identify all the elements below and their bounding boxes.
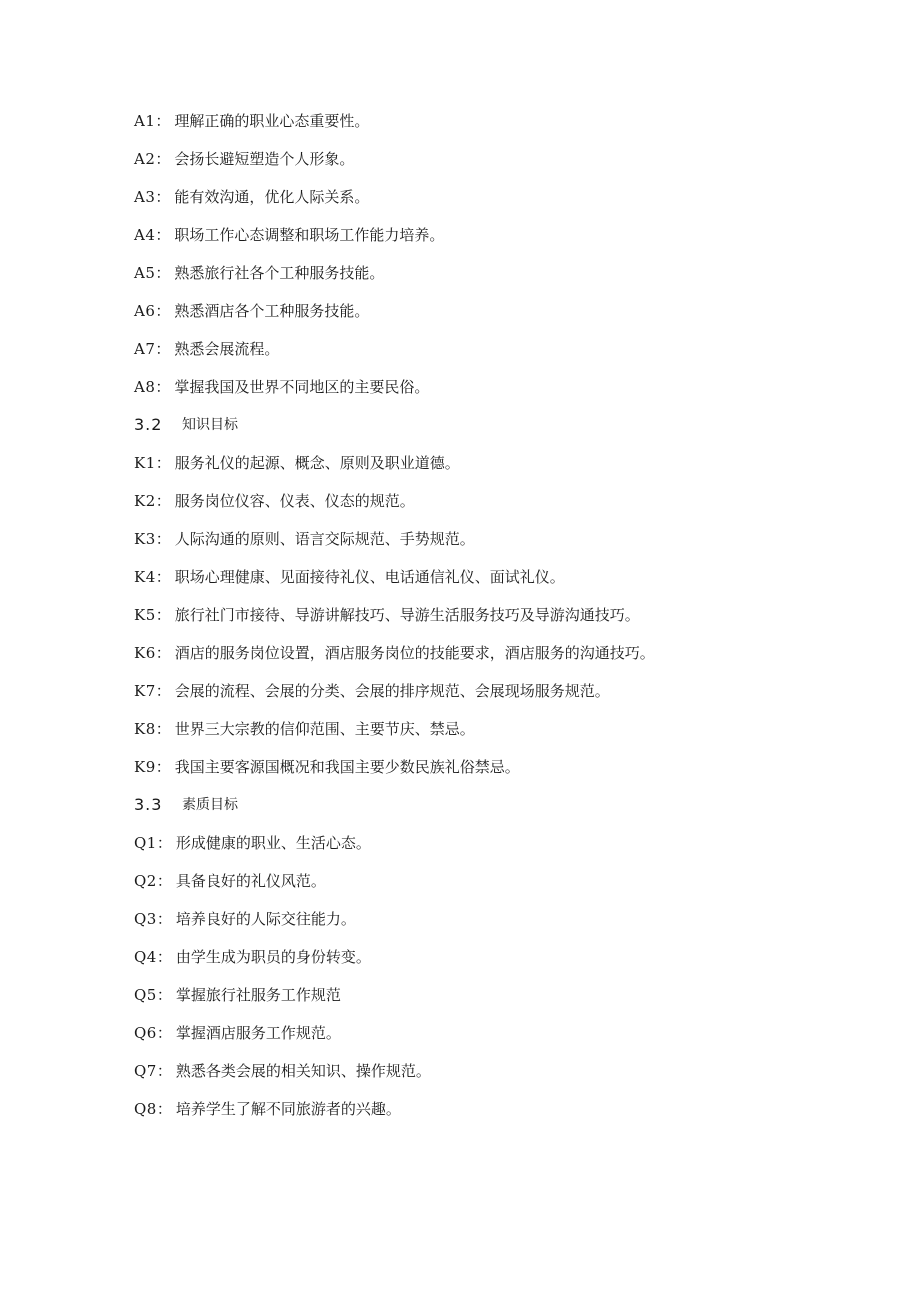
item-code: Q4 — [134, 948, 157, 966]
list-item — [134, 374, 834, 412]
list-item — [134, 108, 834, 146]
list-item — [134, 488, 834, 526]
item-code: A1 — [134, 112, 156, 130]
item-separator: ： — [155, 720, 171, 738]
item-text: 培养学生了解不同旅游者的兴趣。 — [175, 1100, 401, 1118]
item-code: Q3 — [134, 910, 157, 928]
item-code: K4 — [134, 568, 156, 586]
item-text: 熟悉会展流程。 — [174, 340, 280, 358]
item-separator: ： — [156, 986, 172, 1004]
list-item — [134, 1058, 834, 1096]
item-separator: ： — [155, 492, 171, 510]
item-code: Q7 — [134, 1062, 157, 1080]
list-item — [134, 1096, 834, 1134]
item-separator: ： — [156, 1062, 172, 1080]
list-item — [134, 564, 834, 602]
item-code: Q2 — [134, 872, 157, 890]
list-item — [134, 906, 834, 944]
item-code: K8 — [134, 720, 156, 738]
list-item — [134, 222, 834, 260]
list-item — [134, 640, 834, 678]
item-separator: ： — [156, 1024, 172, 1042]
item-separator: ： — [155, 568, 171, 586]
item-code: K2 — [134, 492, 156, 510]
item-text: 熟悉各类会展的相关知识、操作规范。 — [175, 1062, 431, 1080]
item-separator: ： — [155, 302, 171, 320]
knowledge-list — [134, 450, 834, 792]
item-text: 熟悉酒店各个工种服务技能。 — [174, 302, 370, 320]
section-number: 3.3 — [134, 795, 163, 814]
item-code: K6 — [134, 644, 156, 662]
item-text: 掌握旅行社服务工作规范 — [175, 986, 341, 1004]
item-code: A3 — [134, 188, 156, 206]
list-item — [134, 260, 834, 298]
list-item — [134, 450, 834, 488]
list-item — [134, 1020, 834, 1058]
list-item — [134, 146, 834, 184]
item-separator: ： — [155, 188, 171, 206]
item-separator: ： — [155, 264, 171, 282]
item-separator: ： — [156, 872, 172, 890]
item-separator: ： — [155, 378, 171, 396]
list-item — [134, 716, 834, 754]
section-title: 素质目标 — [182, 797, 238, 813]
section-number: 3.2 — [134, 415, 163, 434]
item-code: K1 — [134, 454, 156, 472]
item-text: 旅行社门市接待、导游讲解技巧、导游生活服务技巧及导游沟通技巧。 — [174, 606, 640, 624]
item-text: 会扬长避短塑造个人形象。 — [174, 150, 355, 168]
list-item — [134, 184, 834, 222]
list-item — [134, 754, 834, 792]
item-code: Q5 — [134, 986, 157, 1004]
item-separator: ： — [155, 112, 171, 130]
list-item — [134, 830, 834, 868]
document-body — [134, 108, 834, 1134]
item-code: Q1 — [134, 834, 157, 852]
section-title: 知识目标 — [182, 417, 238, 433]
item-separator: ： — [155, 454, 171, 472]
item-code: Q8 — [134, 1100, 157, 1118]
item-separator: ： — [155, 150, 171, 168]
item-code: A5 — [134, 264, 156, 282]
item-text: 人际沟通的原则、语言交际规范、手势规范。 — [174, 530, 475, 548]
item-separator: ： — [156, 834, 172, 852]
item-separator: ： — [155, 758, 171, 776]
ability-list — [134, 108, 834, 412]
item-code: A2 — [134, 150, 156, 168]
item-code: K5 — [134, 606, 156, 624]
item-separator: ： — [156, 1100, 172, 1118]
item-text: 职场心理健康、见面接待礼仪、电话通信礼仪、面试礼仪。 — [174, 568, 565, 586]
list-item — [134, 602, 834, 640]
item-separator: ： — [156, 910, 172, 928]
item-code: K7 — [134, 682, 156, 700]
item-text: 服务岗位仪容、仪表、仪态的规范。 — [174, 492, 415, 510]
list-item — [134, 944, 834, 982]
item-text: 我国主要客源国概况和我国主要少数民族礼俗禁忌。 — [174, 758, 520, 776]
item-text: 掌握我国及世界不同地区的主要民俗。 — [174, 378, 430, 396]
item-code: A4 — [134, 226, 156, 244]
item-separator: ： — [155, 682, 171, 700]
item-code: Q6 — [134, 1024, 157, 1042]
item-text: 职场工作心态调整和职场工作能力培养。 — [174, 226, 445, 244]
list-item — [134, 298, 834, 336]
item-separator: ： — [156, 948, 172, 966]
list-item — [134, 526, 834, 564]
item-code: K3 — [134, 530, 156, 548]
item-text: 熟悉旅行社各个工种服务技能。 — [174, 264, 385, 282]
item-text: 形成健康的职业、生活心态。 — [175, 834, 371, 852]
item-text: 能有效沟通，优化人际关系。 — [174, 188, 370, 206]
section-heading-quality — [134, 792, 834, 830]
item-text: 具备良好的礼仪风范。 — [175, 872, 326, 890]
item-text: 掌握酒店服务工作规范。 — [175, 1024, 341, 1042]
item-text: 会展的流程、会展的分类、会展的排序规范、会展现场服务规范。 — [174, 682, 610, 700]
item-code: A7 — [134, 340, 156, 358]
item-text: 由学生成为职员的身份转变。 — [175, 948, 371, 966]
item-code: A8 — [134, 378, 156, 396]
quality-list — [134, 830, 834, 1134]
item-separator: ： — [155, 644, 171, 662]
list-item — [134, 336, 834, 374]
item-text: 理解正确的职业心态重要性。 — [174, 112, 370, 130]
item-text: 服务礼仪的起源、概念、原则及职业道德。 — [174, 454, 460, 472]
item-code: A6 — [134, 302, 156, 320]
item-separator: ： — [155, 340, 171, 358]
item-code: K9 — [134, 758, 156, 776]
list-item — [134, 678, 834, 716]
item-text: 酒店的服务岗位设置，酒店服务岗位的技能要求，酒店服务的沟通技巧。 — [174, 644, 655, 662]
item-text: 世界三大宗教的信仰范围、主要节庆、禁忌。 — [174, 720, 475, 738]
section-heading-knowledge — [134, 412, 834, 450]
item-text: 培养良好的人际交往能力。 — [175, 910, 356, 928]
item-separator: ： — [155, 226, 171, 244]
item-separator: ： — [155, 606, 171, 624]
list-item — [134, 868, 834, 906]
list-item — [134, 982, 834, 1020]
item-separator: ： — [155, 530, 171, 548]
